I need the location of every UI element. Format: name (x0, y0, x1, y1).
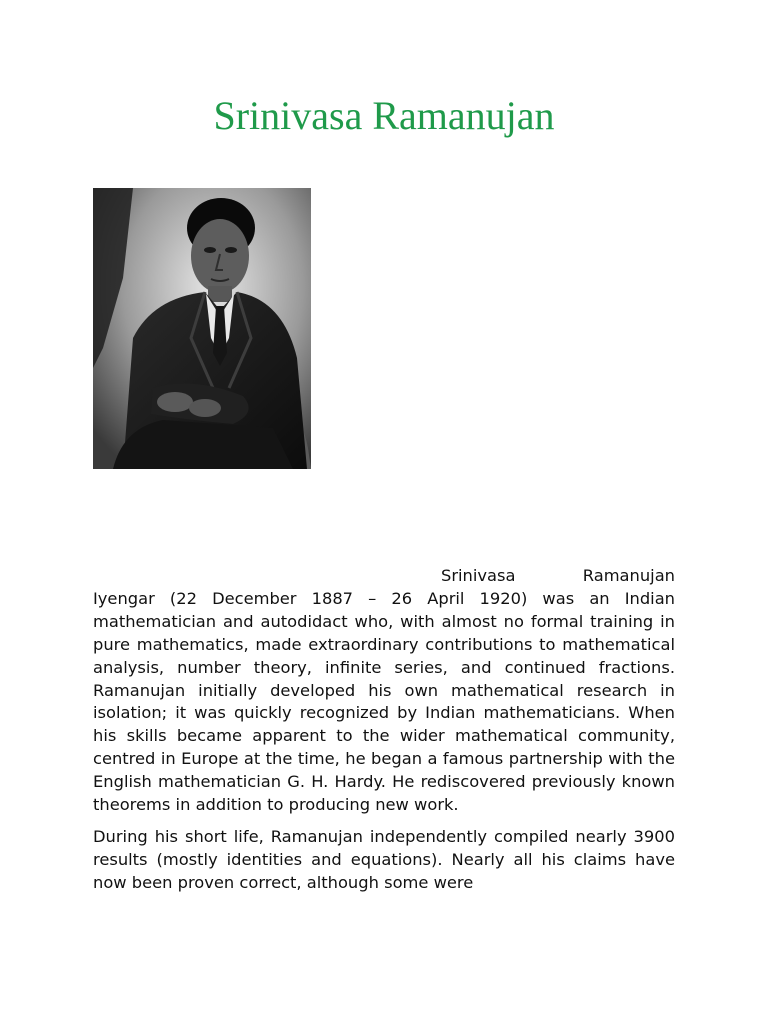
page-title: Srinivasa Ramanujan (213, 93, 555, 138)
article-body (93, 565, 675, 904)
paragraph-1: Srinivasa Ramanujan Iyengar (22 December 1887 – 26 April 1920) was an Indian mathematician and autodidact who, with almost no formal training in pure mathematics, made extraordinary contributions to mathematical analysis, number theory, infinite series, and continued fractions. Ramanujan initially developed his own mathematical research in isolation; it was quickly recognized by Indian mathematicians. When his skills became apparent to the wider mathematical community, centred in Europe at the time, he began a famous partnership with the English mathematician G. H. Hardy. He rediscovered previously known theorems in addition to producing new work. (93, 566, 675, 815)
portrait-photo (93, 188, 311, 469)
paragraph-2: During his short life, Ramanujan independently compiled nearly 3900 results (mostly identities and equations). Nearly all his claims have now been proven correct, although some were (93, 826, 675, 892)
